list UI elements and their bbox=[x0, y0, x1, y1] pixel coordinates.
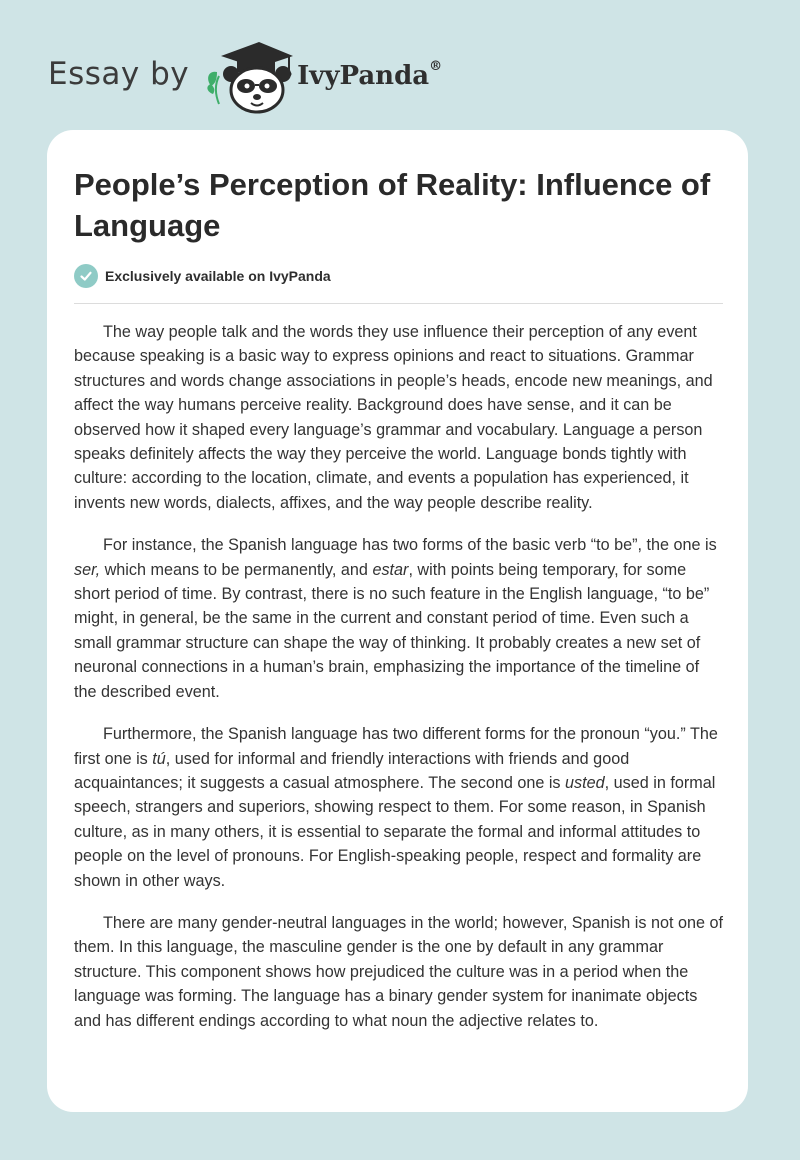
paragraph-text: Furthermore, the Spanish language has two different forms for the pronoun “you.” The first one is bbox=[74, 725, 718, 768]
paragraph-text: , used in formal speech, strangers and superiors, showing respect to them. For some reason, in Spanish culture, as in many others, it is essential to separate the formal and informal attitudes to people on the level of pronouns. For English-speaking people, respect and formality are shown in other ways. bbox=[74, 773, 716, 890]
check-circle-icon bbox=[74, 264, 98, 288]
paragraph-text: There are many gender-neutral languages in the world; however, Spanish is not one of them. In this language, the masculine gender is the one by default in any grammar structure. This component shows how prejudiced the culture was in a period when the language was forming. The language has a binary gender system for inanimate objects and has different endings according to what noun the adjective relates to. bbox=[74, 913, 724, 1030]
essay-title: People’s Perception of Reality: Influence of Language bbox=[74, 167, 711, 243]
paragraph-3 bbox=[74, 722, 726, 893]
term-ser: ser, bbox=[74, 560, 101, 579]
exclusive-label: Exclusively available on IvyPanda bbox=[105, 268, 331, 284]
brand-text: IvyPanda bbox=[297, 61, 430, 91]
paragraph-text: The way people talk and the words they use influence their perception of any event because speaking is a basic way to express opinions and react to situations. Grammar structures and words change associations in people’s heads, encode new meanings, and affect the way humans perceive reality. Background does have sense, and it can be observed how it shaped every language’s grammar and vocabulary. Language a person speaks definitely affects the way they perceive the world. Language bonds tightly with culture: according to the location, climate, and events a population has experienced, it invents new words, dialects, affixes, and the way people describe reality. bbox=[74, 323, 713, 512]
term-usted: usted bbox=[565, 773, 605, 792]
term-estar: estar bbox=[372, 560, 409, 579]
essay-body bbox=[74, 320, 726, 1051]
paragraph-text: , used for informal and friendly interactions with friends and good acquaintances; it suggests a casual atmosphere. The second one is bbox=[74, 749, 630, 792]
divider bbox=[74, 303, 723, 304]
paragraph-1 bbox=[74, 320, 726, 515]
paragraph-text: For instance, the Spanish language has two forms of the basic verb “to be”, the one is bbox=[103, 536, 717, 555]
exclusive-badge bbox=[74, 264, 331, 288]
paragraph-2 bbox=[74, 533, 726, 704]
paragraph-text: which means to be permanently, and bbox=[100, 560, 373, 579]
paragraph-4 bbox=[74, 911, 726, 1033]
site-header bbox=[48, 34, 442, 114]
brand-name[interactable] bbox=[297, 61, 442, 91]
paragraph-text: , with points being temporary, for some short period of time. By contrast, there is no such feature in the English language, “to be” might, in general, be the same in the current and constant period of time. Even such a small grammar structure can shape the way of thinking. It probably creates a new set of neuronal connections in a human’s brain, emphasizing the importance of the timeline of the described event. bbox=[74, 560, 710, 701]
term-tu: tú bbox=[152, 749, 166, 768]
essay-by-label: Essay by bbox=[48, 56, 190, 92]
essay-card bbox=[47, 130, 748, 1112]
registered-mark: ® bbox=[429, 59, 443, 75]
panda-logo-icon[interactable] bbox=[203, 34, 295, 114]
